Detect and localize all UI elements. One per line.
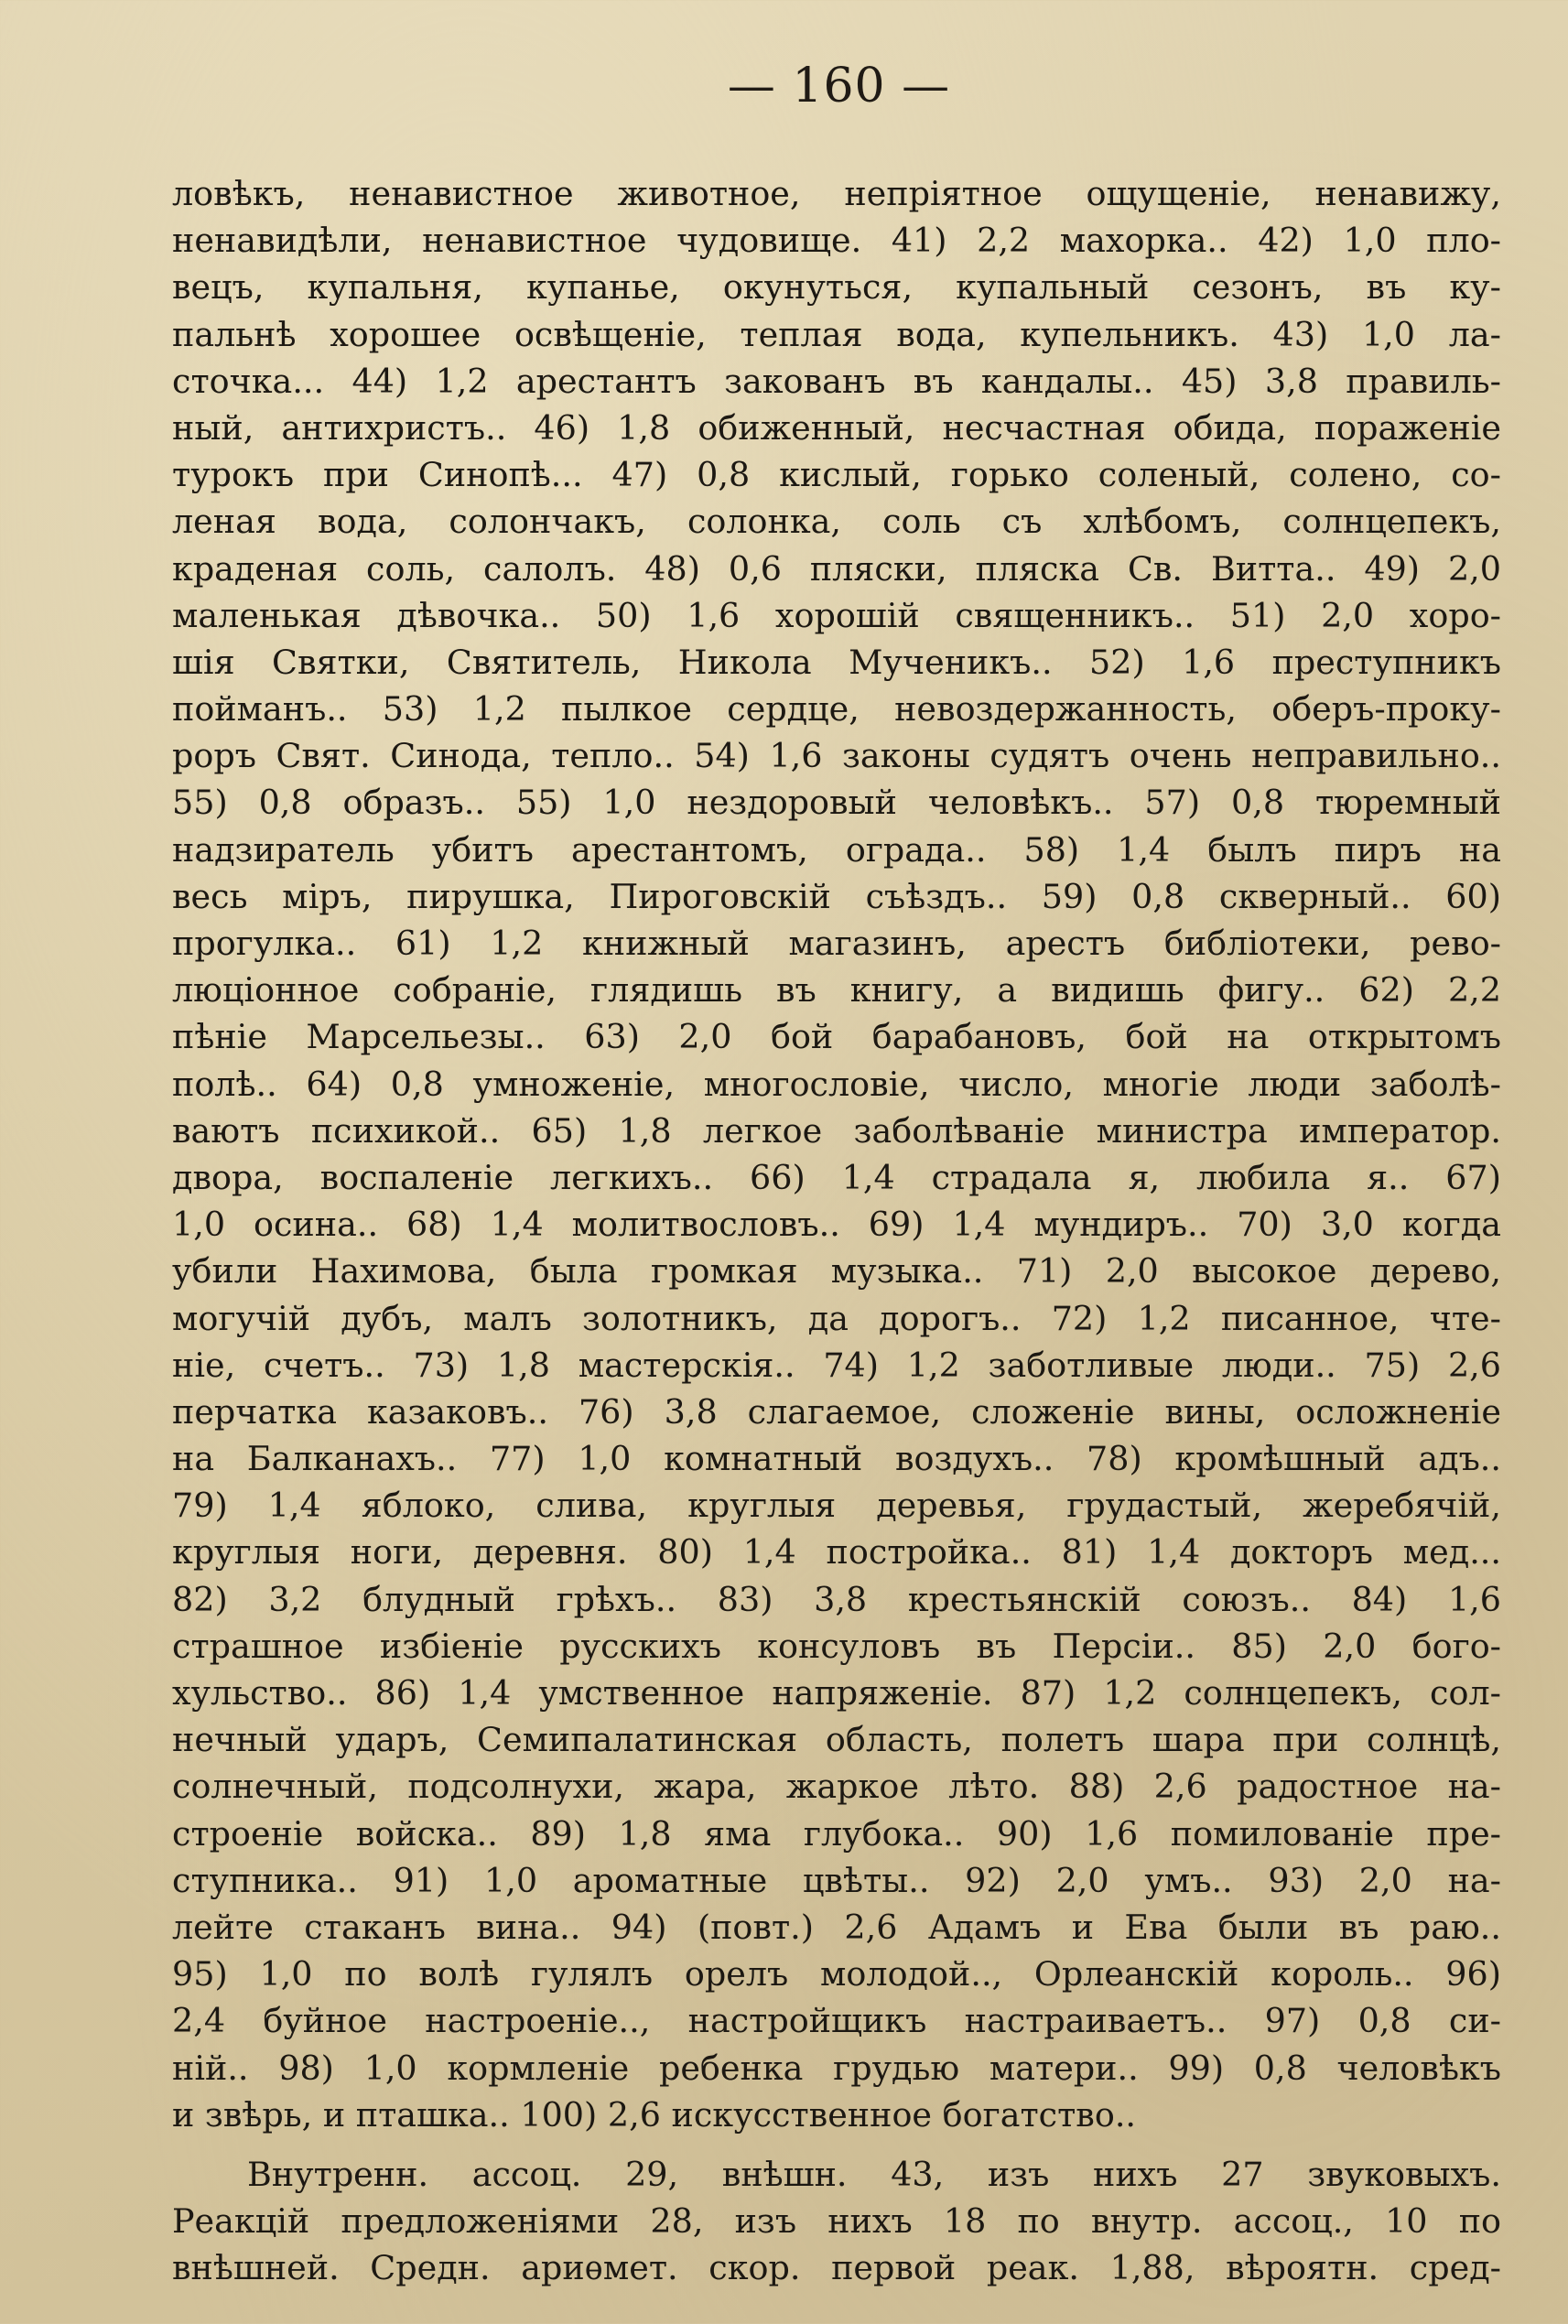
- text-line: и звѣрь, и пташка.. 100) 2,6 искусственное богатство..: [172, 2094, 1137, 2135]
- text-line: 1,0 осина.. 68) 1,4 молитвословъ.. 69) 1,4 мундиръ.. 70) 3,0 когда: [172, 1205, 1501, 1245]
- body-text: [172, 170, 1501, 2291]
- text-line: Внутренн. ассоц. 29, внѣшн. 43, изъ нихъ 27 звуковыхъ.: [247, 2154, 1501, 2194]
- text-line: убили Нахимова, была громкая музыка.. 71) 2,0 высокое дерево,: [172, 1251, 1501, 1292]
- text-line: страшное избіеніе русскихъ консуловъ въ Персіи.. 85) 2,0 бого-: [172, 1626, 1501, 1666]
- text-line: ній.. 98) 1,0 кормленіе ребенка грудью матери.. 99) 0,8 человѣкъ: [172, 2048, 1501, 2088]
- text-line: могучій дубъ, малъ золотникъ, да дорогъ.. 72) 1,2 писанное, чте-: [172, 1298, 1501, 1338]
- text-line: ловѣкъ, ненавистное животное, непріятное ощущеніе, ненавижу,: [172, 174, 1501, 213]
- text-line: пойманъ.. 53) 1,2 пылкое сердце, невоздержанность, оберъ-проку-: [172, 689, 1501, 730]
- text-line: солнечный, подсолнухи, жара, жаркое лѣто. 88) 2,6 радостное на-: [172, 1767, 1501, 1807]
- text-line: надзиратель убитъ арестантомъ, ограда.. 58) 1,4 былъ пиръ на: [172, 829, 1501, 870]
- text-line: полѣ.. 64) 0,8 умноженіе, многословіе, число, многіе люди заболѣ-: [172, 1064, 1501, 1104]
- text-line: строеніе войска.. 89) 1,8 яма глубока.. 90) 1,6 помилованіе пре-: [172, 1813, 1501, 1854]
- text-line: на Балканахъ.. 77) 1,0 комнатный воздухъ.. 78) кромѣшный адъ..: [172, 1439, 1501, 1479]
- text-line: роръ Свят. Синода, тепло.. 54) 1,6 законы судятъ очень неправильно..: [172, 736, 1501, 776]
- text-line: ный, антихристъ.. 46) 1,8 обиженный, несчастная обида, пораженіе: [172, 407, 1501, 448]
- text-line: нечный ударъ, Семипалатинская область, полетъ шара при солнцѣ,: [172, 1720, 1501, 1760]
- text-line: 79) 1,4 яблоко, слива, круглыя деревья, грудастый, жеребячій,: [172, 1486, 1501, 1526]
- text-line: шія Святки, Святитель, Никола Мученикъ.. 52) 1,6 преступникъ: [172, 642, 1501, 682]
- text-line: сточка... 44) 1,2 арестантъ закованъ въ кандалы.. 45) 3,8 правиль-: [172, 361, 1501, 401]
- text-line: 2,4 буйное настроеніе.., настройщикъ настраиваетъ.. 97) 0,8 си-: [172, 2001, 1501, 2041]
- text-line: ненавидѣли, ненавистное чудовище. 41) 2,2 махорка.. 42) 1,0 пло-: [172, 221, 1501, 261]
- text-line: турокъ при Синопѣ... 47) 0,8 кислый, горько соленый, солено, со-: [172, 455, 1501, 495]
- text-line: пальнѣ хорошее освѣщеніе, теплая вода, купельникъ. 43) 1,0 ла-: [172, 314, 1501, 354]
- text-line: прогулка.. 61) 1,2 книжный магазинъ, арестъ библіотеки, рево-: [172, 924, 1501, 963]
- text-line: перчатка казаковъ.. 76) 3,8 слагаемое, сложеніе вины, осложненіе: [172, 1391, 1501, 1432]
- text-line: пѣніе Марсельезы.. 63) 2,0 бой барабановъ, бой на открытомъ: [172, 1017, 1501, 1057]
- text-line: ваютъ психикой.. 65) 1,8 легкое заболѣваніе министра император.: [172, 1110, 1501, 1151]
- text-line: внѣшней. Средн. ариѳмет. скор. первой реак. 1,88, вѣроятн. сред-: [172, 2248, 1501, 2288]
- text-line: Реакцій предложеніями 28, изъ нихъ 18 по внутр. ассоц., 10 по: [172, 2201, 1501, 2242]
- text-line: 82) 3,2 блудный грѣхъ.. 83) 3,8 крестьянскій союзъ.. 84) 1,6: [172, 1579, 1501, 1619]
- text-line: маленькая дѣвочка.. 50) 1,6 хорошій священникъ.. 51) 2,0 хоро-: [172, 595, 1501, 635]
- text-line: 55) 0,8 образъ.. 55) 1,0 нездоровый человѣкъ.. 57) 0,8 тюремный: [172, 783, 1501, 823]
- text-line: лейте стаканъ вина.. 94) (повт.) 2,6 Адамъ и Ева были въ раю..: [172, 1907, 1501, 1947]
- paragraph-associations: [172, 170, 1501, 2138]
- text-line: двора, воспаленіе легкихъ.. 66) 1,4 страдала я, любила я.. 67): [172, 1157, 1501, 1197]
- text-line: леная вода, солончакъ, солонка, соль съ хлѣбомъ, солнцепекъ,: [172, 502, 1501, 542]
- text-line: люціонное собраніе, глядишь въ книгу, а видишь фигу.. 62) 2,2: [172, 970, 1501, 1011]
- paragraph-gap: [172, 2138, 1501, 2151]
- text-line: хульство.. 86) 1,4 умственное напряженіе. 87) 1,2 солнцепекъ, сол-: [172, 1673, 1501, 1713]
- text-line: ступника.. 91) 1,0 ароматные цвѣты.. 92) 2,0 умъ.. 93) 2,0 на-: [172, 1860, 1501, 1900]
- text-line: краденая соль, салолъ. 48) 0,6 пляски, пляска Св. Витта.. 49) 2,0: [172, 548, 1501, 589]
- text-line: весь міръ, пирушка, Пироговскій съѣздъ.. 59) 0,8 скверный.. 60): [172, 876, 1501, 916]
- text-line: 95) 1,0 по волѣ гулялъ орелъ молодой.., Орлеанскій король.. 96): [172, 1954, 1501, 1994]
- text-line: вецъ, купальня, купанье, окунуться, купальный сезонъ, въ ку-: [172, 267, 1501, 308]
- text-line: круглыя ноги, деревня. 80) 1,4 постройка.. 81) 1,4 докторъ мед...: [172, 1532, 1501, 1573]
- paragraph-summary: [172, 2151, 1501, 2292]
- text-line: ніе, счетъ.. 73) 1,8 мастерскія.. 74) 1,2 заботливые люди.. 75) 2,6: [172, 1345, 1501, 1385]
- page-number: — 160 —: [727, 59, 951, 113]
